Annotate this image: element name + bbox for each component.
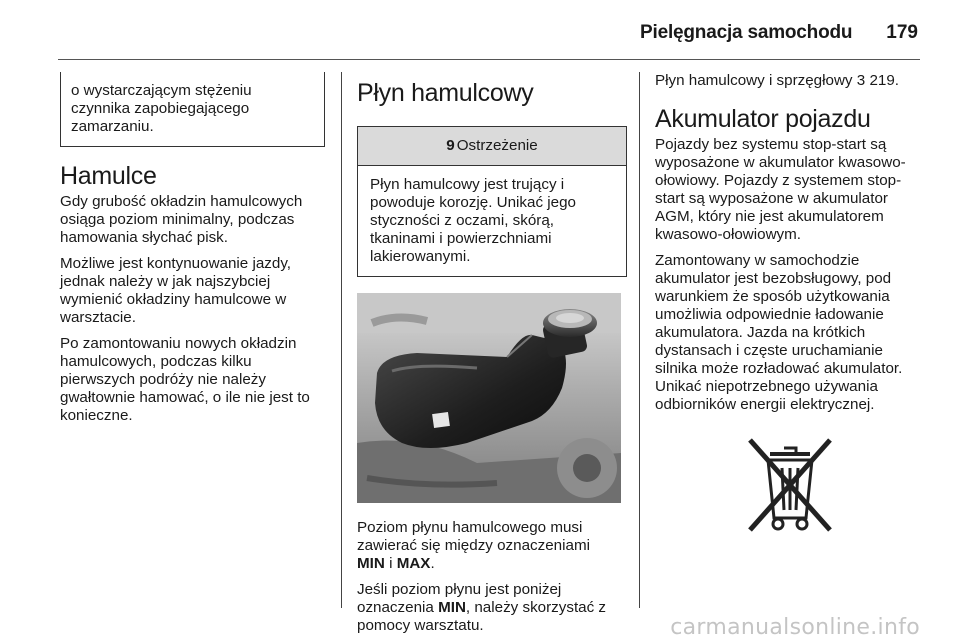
min-mark: MIN — [357, 555, 385, 572]
section-heading-brakes: Hamulce — [60, 162, 157, 190]
ref-page: 219. — [869, 72, 899, 89]
section-heading-brake-fluid: Płyn hamulcowy — [357, 79, 534, 107]
page-number: 179 — [886, 22, 918, 43]
paragraph: Zamontowany w samochodzie akumulator jest bezobsługowy, pod warunkiem że sposób użytkowania umożliwia odpowiednie ładowanie akumulatora. Jazda na krótkich dystansach i częste uruchamianie silnika może rozładować akumulator. Unikać niepotrzebnego używania odbiorników energii elektrycznej. — [655, 252, 903, 413]
brake-fluid-reservoir-photo — [357, 293, 621, 503]
paragraph-min-max — [357, 519, 627, 573]
paragraph: Pojazdy bez systemu stop-start są wyposażone w akumulator kwasowo-ołowiowy. Pojazdy z systemem stop-start są wyposażone w akumulator AGM, który nie jest akumulatorem kwasowo-ołowiowym. — [655, 136, 906, 243]
paragraph-below-min — [357, 581, 627, 635]
max-mark: MAX — [396, 555, 431, 572]
header-title: Pielęgnacja samochodu — [640, 22, 853, 43]
warning-title: Ostrzeżenie — [456, 137, 538, 154]
p1-end: . — [430, 555, 435, 572]
header-rule — [58, 59, 920, 60]
note-box-continuation — [60, 72, 325, 147]
column-left — [60, 72, 325, 433]
p2-end: , należy skorzystać z pomocy warsztatu. — [357, 599, 607, 634]
cross-reference — [655, 72, 925, 90]
column-right — [655, 72, 925, 536]
paragraph: Gdy grubość okładzin hamulcowych osiąga poziom minimalny, podczas hamowania słychać pisk. — [60, 193, 303, 246]
paragraph: Po zamontowaniu nowych okładzin hamulcowych, podczas kilku pierwszych podróży nie należy gwałtownie hamować, o ile nie jest to konieczne. — [60, 335, 310, 424]
min-mark: MIN — [438, 599, 466, 616]
note-text: o wystarczającym stężeniu czynnika zapobiegającego zamarzaniu. — [71, 82, 252, 135]
crossed-out-bin-icon — [738, 432, 842, 536]
column-divider — [341, 72, 342, 608]
warning-box — [357, 126, 627, 277]
p2-text: Jeśli poziom płynu jest poniżej oznaczenia — [357, 581, 562, 616]
column-divider — [639, 72, 640, 608]
warning-text: Płyn hamulcowy jest trujący i powoduje korozję. Unikać jego styczności z oczami, skórą, tkaninami i powierzchniami lakierowanymi. — [370, 176, 576, 265]
section-heading-battery: Akumulator pojazdu — [655, 105, 871, 133]
paragraph: Możliwe jest kontynuowanie jazdy, jednak należy w jak najszybciej wymienić okładziny hamulcowe w warsztacie. — [60, 255, 292, 326]
p1-text: Poziom płynu hamulcowego musi zawierać się między oznaczeniami — [357, 519, 590, 554]
column-middle — [357, 72, 627, 643]
warning-icon: 9 — [446, 137, 455, 154]
and-word: i — [389, 555, 393, 572]
warning-header — [358, 127, 626, 166]
watermark: carmanualsonline.info — [670, 615, 920, 640]
page-header — [640, 22, 918, 44]
reference-arrow-icon: 3 — [856, 72, 866, 89]
ref-text: Płyn hamulcowy i sprzęgłowy — [655, 72, 853, 89]
